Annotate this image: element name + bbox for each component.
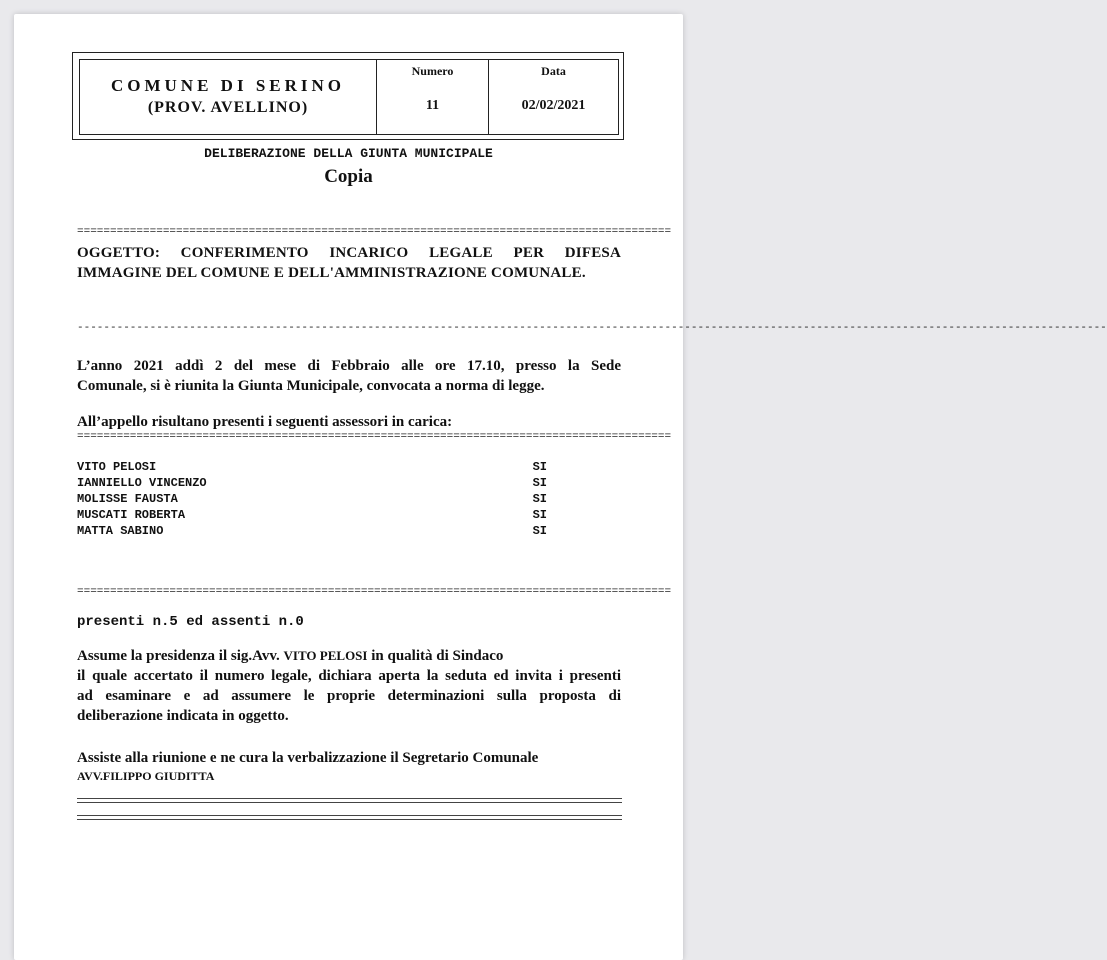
presidency-text-a: Assume la presidenza il sig.Avv. xyxy=(77,648,280,664)
presidency-line-3: ad esaminare e ad assumere le proprie determinazioni sulla proposta di xyxy=(77,688,621,704)
closing-rule-2 xyxy=(77,815,622,816)
intro-line-2: Comunale, si è riunita la Giunta Municipale, convocata a norma di legge. xyxy=(77,378,545,394)
assessor-name: MATTA SABINO xyxy=(77,524,164,538)
assessor-name: MUSCATI ROBERTA xyxy=(77,508,186,522)
assessor-row xyxy=(77,523,547,539)
subject-block xyxy=(77,243,621,283)
assessor-row xyxy=(77,459,547,475)
intro-paragraph xyxy=(77,356,621,396)
assessor-name: IANNIELLO VINCENZO xyxy=(77,476,207,490)
assessor-row xyxy=(77,507,547,523)
attendance-summary: presenti n.5 ed assenti n.0 xyxy=(77,614,304,630)
header-date-cell xyxy=(489,60,618,134)
assessor-presence: SI xyxy=(532,508,547,522)
closing-rule-2b xyxy=(77,819,622,820)
assessor-name: VITO PELOSI xyxy=(77,460,157,474)
presidency-line-4: deliberazione indicata in oggetto. xyxy=(77,708,289,724)
mayor-name: VITO PELOSI xyxy=(283,648,368,663)
document-page xyxy=(14,14,1107,960)
intro-line-1: L’anno 2021 addì 2 del mese di Febbraio alle ore 17.10, presso la Sede xyxy=(77,358,621,374)
assessor-row xyxy=(77,491,547,507)
separator-equals: ========================================================================================== xyxy=(77,226,672,238)
date-label: Data xyxy=(541,64,566,78)
presidency-line-1 xyxy=(77,646,621,666)
assessor-presence: SI xyxy=(532,524,547,538)
province-name: (PROV. AVELLINO) xyxy=(147,99,309,116)
closing-rule-1 xyxy=(77,798,622,799)
closing-rule-1b xyxy=(77,802,622,803)
assessor-presence: SI xyxy=(532,460,547,474)
assessor-presence: SI xyxy=(532,476,547,490)
assessor-presence: SI xyxy=(532,492,547,506)
secretary-name: AVV.FILIPPO GIUDITTA xyxy=(77,769,215,783)
document-title: DELIBERAZIONE DELLA GIUNTA MUNICIPALE xyxy=(204,146,493,161)
presidency-paragraph xyxy=(77,646,621,726)
secretary-line-1: Assiste alla riunione e ne cura la verbalizzazione il Segretario Comunale xyxy=(77,750,539,766)
number-label: Numero xyxy=(411,64,454,78)
separator-equals-3: ========================================================================================== xyxy=(77,586,672,598)
header-box xyxy=(72,52,624,140)
secretary-paragraph xyxy=(77,748,621,784)
presidency-text-b: in qualità di Sindaco xyxy=(371,648,504,664)
header-table xyxy=(79,59,619,135)
separator-equals-2: ========================================================================================== xyxy=(77,431,672,443)
separator-dashes: ------------------------------------------------------------------------------------------------------------------------------------------------------------ xyxy=(77,322,1107,334)
assessor-name: MOLISSE FAUSTA xyxy=(77,492,178,506)
appello-text: All’appello risultano presenti i seguenti assessori in carica: xyxy=(77,414,453,430)
assessor-row xyxy=(77,475,547,491)
municipality-name: COMUNE DI SERINO xyxy=(110,76,346,95)
header-municipality xyxy=(80,60,377,134)
subject-line-1: OGGETTO: CONFERIMENTO INCARICO LEGALE PER DIFESA xyxy=(77,245,621,261)
presidency-line-2: il quale accertato il numero legale, dichiara aperta la seduta ed invita i presenti xyxy=(77,668,621,684)
number-value: 11 xyxy=(425,98,440,113)
header-number-cell xyxy=(377,60,489,134)
document-subtitle: Copia xyxy=(324,166,373,187)
subject-line-2: IMMAGINE DEL COMUNE E DELL'AMMINISTRAZIONE COMUNALE. xyxy=(77,265,586,281)
date-value: 02/02/2021 xyxy=(521,98,586,113)
